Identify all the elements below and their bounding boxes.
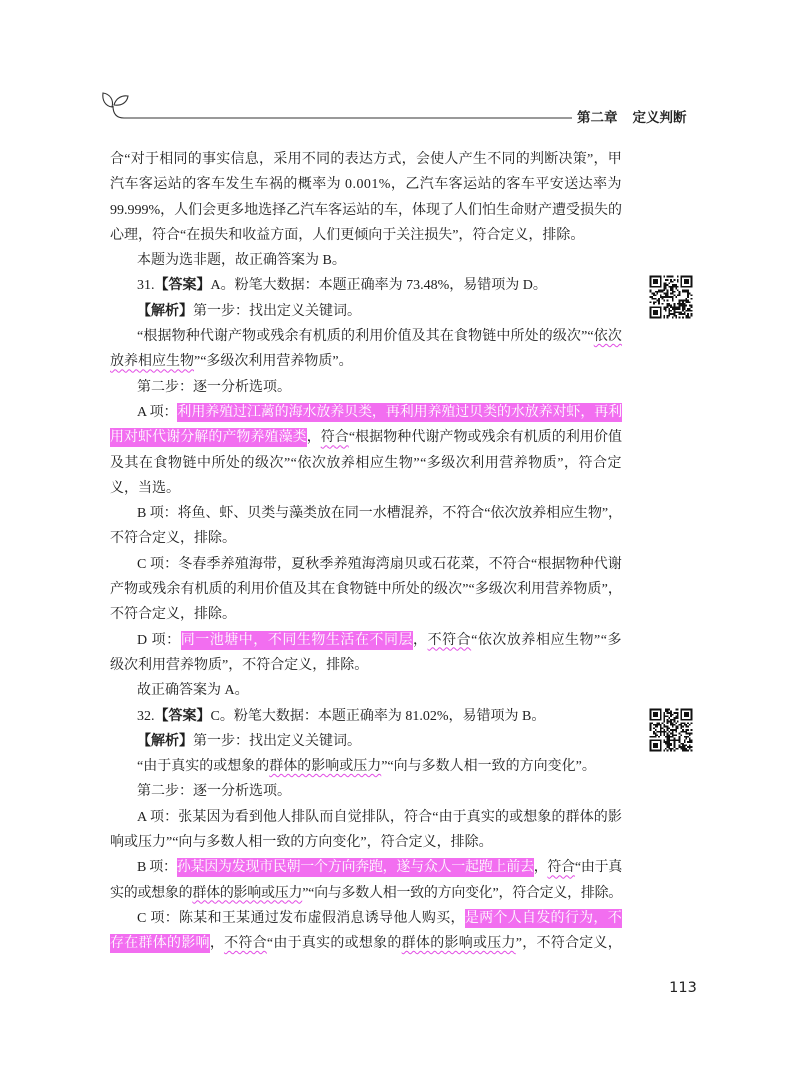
highlighted-text: 利用养殖过江蓠的海水放养贝类，再利用养殖过贝类的水放养对虾，再利 xyxy=(177,404,623,420)
text-segment: ， xyxy=(306,430,321,446)
text-line xyxy=(110,552,622,577)
analysis-label: 【解析】 xyxy=(137,302,193,319)
answer-label: 【答案】 xyxy=(154,707,211,724)
wavy-underlined-text: 不符合 xyxy=(224,936,267,952)
text-segment: ， xyxy=(533,860,548,876)
page-header xyxy=(577,106,687,126)
highlighted-text: 同一池塘中，不同生物生活在不同层 xyxy=(180,632,414,648)
text-segment: 合“对于相同的事实信息，采用不同的表达方式，会使人产生不同的判断决策”，甲 xyxy=(110,152,622,167)
text-line xyxy=(110,501,622,526)
text-segment: 心理，符合“在损失和收益方面，人们更倾向于关注损失”，符合定义，排除。 xyxy=(110,227,585,243)
text-line xyxy=(110,602,622,627)
text-line xyxy=(110,248,622,273)
text-segment: 义，当选。 xyxy=(110,480,180,496)
text-line xyxy=(110,375,622,400)
question-number: 32. xyxy=(137,708,155,724)
text-line xyxy=(110,147,622,172)
question-31-answer-line xyxy=(110,273,622,298)
text-segment: 产物或残余有机质的利用价值及其在食物链中所处的级次”“多级次利用营养物质”， xyxy=(110,582,622,598)
text-segment: 不符合定义，排除。 xyxy=(110,607,236,623)
text-segment: 第二步：逐一分析选项。 xyxy=(137,784,291,800)
answer-explanation-body xyxy=(110,147,622,957)
text-segment: 响或压力”“向与多数人相一致的方向变化”，符合定义，排除。 xyxy=(110,835,493,851)
text-segment: 级次利用营养物质”，不符合定义，排除。 xyxy=(110,657,369,673)
text-line xyxy=(110,906,622,931)
question-32-answer-line xyxy=(110,704,622,729)
highlighted-text: 存在群体的影响 xyxy=(110,936,210,952)
highlighted-text: 孙某因为发现市民朝一个方向奔跑，遂与众人一起跑上前去 xyxy=(176,860,534,876)
text-segment: A 项：张某因为看到他人排队而自觉排队，符合“由于真实的或想象的群体的影 xyxy=(137,809,622,825)
wavy-underlined-text: 群体的影响或压力 xyxy=(192,885,303,901)
qr-code-icon xyxy=(648,274,694,320)
text-segment: ， xyxy=(413,632,428,648)
text-line xyxy=(110,451,622,476)
text-segment: A。粉笔大数据：本题正确率为 73.48%，易错项为 D。 xyxy=(210,278,547,294)
text-segment: 第一步：找出定义关键词。 xyxy=(193,303,361,319)
text-segment: B 项： xyxy=(137,860,177,876)
text-segment: C 项：陈某和王某通过发布虚假消息诱导他人购买， xyxy=(137,910,465,926)
text-line xyxy=(110,198,622,223)
text-segment: 99.999%，人们会更多地选择乙汽车客运站的车，体现了人们怕生命财产遭受损失的 xyxy=(110,202,622,218)
wavy-underlined-text: 放养相应生物 xyxy=(110,354,194,370)
text-line xyxy=(110,628,622,653)
text-line xyxy=(110,172,622,197)
text-segment: 本题为选非题，故正确答案为 B。 xyxy=(137,253,346,269)
text-segment: 汽车客运站的客车发生车祸的概率为 0.001%，乙汽车客运站的客车平安送达率为 xyxy=(110,177,622,193)
text-segment: “由于真实的或想象的 xyxy=(137,759,270,775)
text-segment: 第一步：找出定义关键词。 xyxy=(193,733,361,749)
text-segment: B 项：将鱼、虾、贝类与藻类放在同一水槽混养，不符合“依次放养相应生物”， xyxy=(137,506,622,522)
text-segment: 不符合定义，排除。 xyxy=(110,531,236,547)
text-line xyxy=(110,349,622,374)
text-segment: ”“向与多数人相一致的方向变化”，符合定义，排除。 xyxy=(302,885,623,901)
highlighted-text: 是两个人自发的行为，不 xyxy=(464,910,623,926)
text-line xyxy=(110,805,622,830)
text-line xyxy=(110,931,622,956)
chapter-title: 定义判断 xyxy=(632,110,687,126)
analysis-label: 【解析】 xyxy=(137,732,193,749)
wavy-underlined-text: 群体的影响或压力 xyxy=(401,936,516,952)
text-segment: 故正确答案为 A。 xyxy=(137,683,249,699)
sprout-icon xyxy=(96,86,576,126)
text-segment: D 项： xyxy=(137,632,181,648)
text-line xyxy=(110,754,622,779)
text-segment: C。粉笔大数据：本题正确率为 81.02%，易错项为 B。 xyxy=(210,708,546,724)
text-segment: “根据物种代谢产物或残余有机质的利用价值 xyxy=(348,430,623,446)
qr-code-icon xyxy=(648,707,694,753)
highlighted-text: 用对虾代谢分解的产物养殖藻类 xyxy=(110,430,307,446)
text-segment: ， xyxy=(209,936,225,952)
text-line xyxy=(110,425,622,450)
text-line xyxy=(110,830,622,855)
text-segment: 第二步：逐一分析选项。 xyxy=(137,379,291,395)
text-line xyxy=(110,855,622,880)
text-segment: A 项： xyxy=(137,404,178,420)
text-segment: “由于真实的或想象的 xyxy=(266,936,402,952)
text-line xyxy=(110,779,622,804)
wavy-underlined-text: 依次 xyxy=(593,329,623,345)
text-segment: C 项：冬春季养殖海带，夏秋季养殖海湾扇贝或石花菜，不符合“根据物种代谢 xyxy=(137,556,622,572)
text-line xyxy=(110,476,622,501)
text-line xyxy=(110,324,622,349)
wavy-underlined-text: 符合 xyxy=(547,860,575,876)
text-line xyxy=(110,577,622,602)
text-segment: ”，不符合定义， xyxy=(515,936,623,952)
wavy-underlined-text: 符合 xyxy=(320,430,349,446)
text-line xyxy=(110,400,622,425)
chapter-number: 第二章 xyxy=(577,110,618,126)
text-segment: ”“向与多数人相一致的方向变化”。 xyxy=(381,759,596,775)
text-line xyxy=(110,526,622,551)
question-number: 31. xyxy=(137,278,155,294)
text-line xyxy=(110,223,622,248)
text-segment: ”“多级次利用营养物质”。 xyxy=(194,354,353,370)
wavy-underlined-text: 群体的影响或压力 xyxy=(269,759,382,775)
text-segment: “由于真 xyxy=(574,860,623,876)
text-line xyxy=(110,678,622,703)
text-line xyxy=(110,881,622,906)
page-number: 113 xyxy=(669,980,697,996)
text-segment: “依次放养相应生物”“多 xyxy=(471,632,623,648)
answer-label: 【答案】 xyxy=(154,277,211,294)
text-segment: “根据物种代谢产物或残余有机质的利用价值及其在食物链中所处的级次”“ xyxy=(137,329,594,345)
text-line xyxy=(110,729,622,754)
text-line xyxy=(110,653,622,678)
text-segment: 及其在食物链中所处的级次”“依次放养相应生物”“多级次利用营养物质”，符合定 xyxy=(110,455,622,471)
wavy-underlined-text: 不符合 xyxy=(427,632,472,648)
text-segment: 实的或想象的 xyxy=(110,885,193,901)
text-line xyxy=(110,299,622,324)
